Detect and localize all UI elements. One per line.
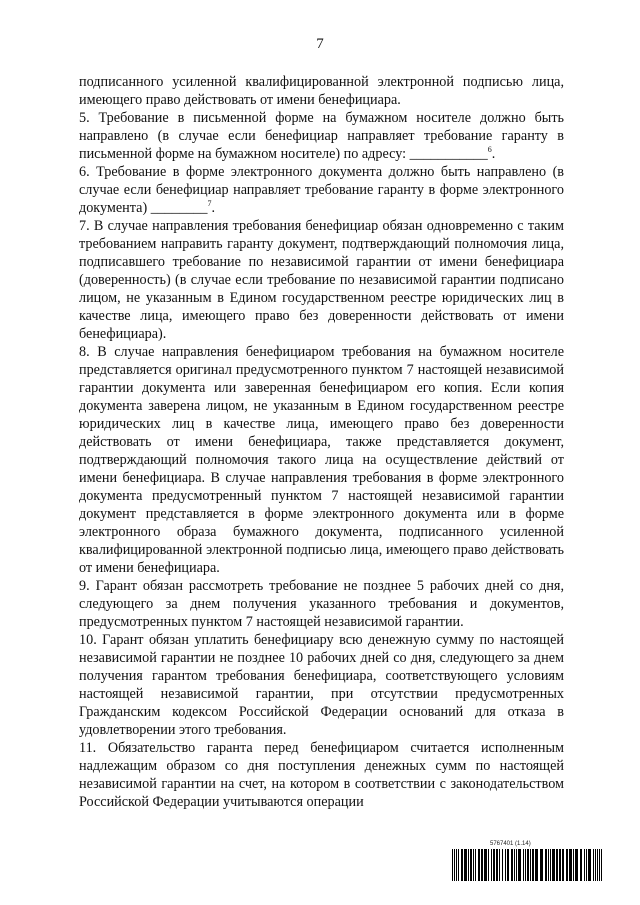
document-body (79, 73, 564, 811)
paragraph-7: 7. В случае направления требования бенефициар обязан одновременно с таким требованием направить гаранту документ, подтверждающий полномочия лица, подписавшего требование по независимой гарантии от имени бенефициара (доверенность) (в случае если требование по независимой гарантии подписано лицом, не указанным в Едином государственном реестре юридических лиц в качестве лица, имеющего право без доверенности действовать от имени бенефициара). (79, 218, 564, 342)
paragraph-continuation: подписанного усиленной квалифицированной электронной подписью лица, имеющего право действовать от имени бенефициара. (79, 74, 564, 108)
barcode-icon (452, 849, 602, 881)
document-code: 5767401 (1.14) (490, 841, 531, 847)
paragraph-5: 5. Требование в письменной форме на бумажном носителе должно быть направлено (в случае если бенефициар направляет требование гаранту в письменной форме на бумажном носителе) по адресу: ___________$^6$. (79, 110, 564, 162)
paragraph-6: 6. Требование в форме электронного документа должно быть направлено (в случае если бенефициар направляет требование гаранту в форме электронного документа) ________$^7$. (79, 164, 564, 216)
footnote-ref: 6 (487, 145, 492, 154)
footnote-ref: 7 (207, 199, 212, 208)
paragraph-8: 8. В случае направления бенефициаром требования на бумажном носителе представляется оригинал предусмотренного пунктом 7 настоящей независимой гарантии документа или заверенная бенефициаром его копия. Если копия документа заверена лицом, не указанным в Едином государственном реестре юридических лиц в качестве лица, имеющего право без доверенности действовать от имени бенефициара, также представляется документ, подтверждающий полномочия такого лица на осуществление действий от имени бенефициара. В случае направления требования в форме электронного документа предусмотренный пунктом 7 настоящей независимой гарантии документ представляется в форме электронного документа или в форме электронного образа бумажного документа, подписанного усиленной квалифицированной электронной подписью лица, имеющего право действовать от имени бенефициара. (79, 344, 564, 576)
paragraph-10: 10. Гарант обязан уплатить бенефициару всю денежную сумму по настоящей независимой гарантии не позднее 10 рабочих дней со дня, следующего за днем получения гарантом требования бенефициара, соответствующего условиям настоящей независимой гарантии, при отсутствии предусмотренных Гражданским кодексом Российской Федерации оснований для отказа в удовлетворении этого требования. (79, 632, 564, 738)
paragraph-9: 9. Гарант обязан рассмотреть требование не позднее 5 рабочих дней со дня, следующего за днем получения указанного требования и документов, предусмотренных пунктом 7 настоящей независимой гарантии. (79, 578, 564, 630)
page-number: 7 (316, 36, 324, 52)
paragraph-11: 11. Обязательство гаранта перед бенефициаром считается исполненным надлежащим образом со дня поступления денежных сумм по настоящей независимой гарантии на счет, на котором в соответствии с законодательством Российской Федерации учитываются операции (79, 740, 564, 810)
